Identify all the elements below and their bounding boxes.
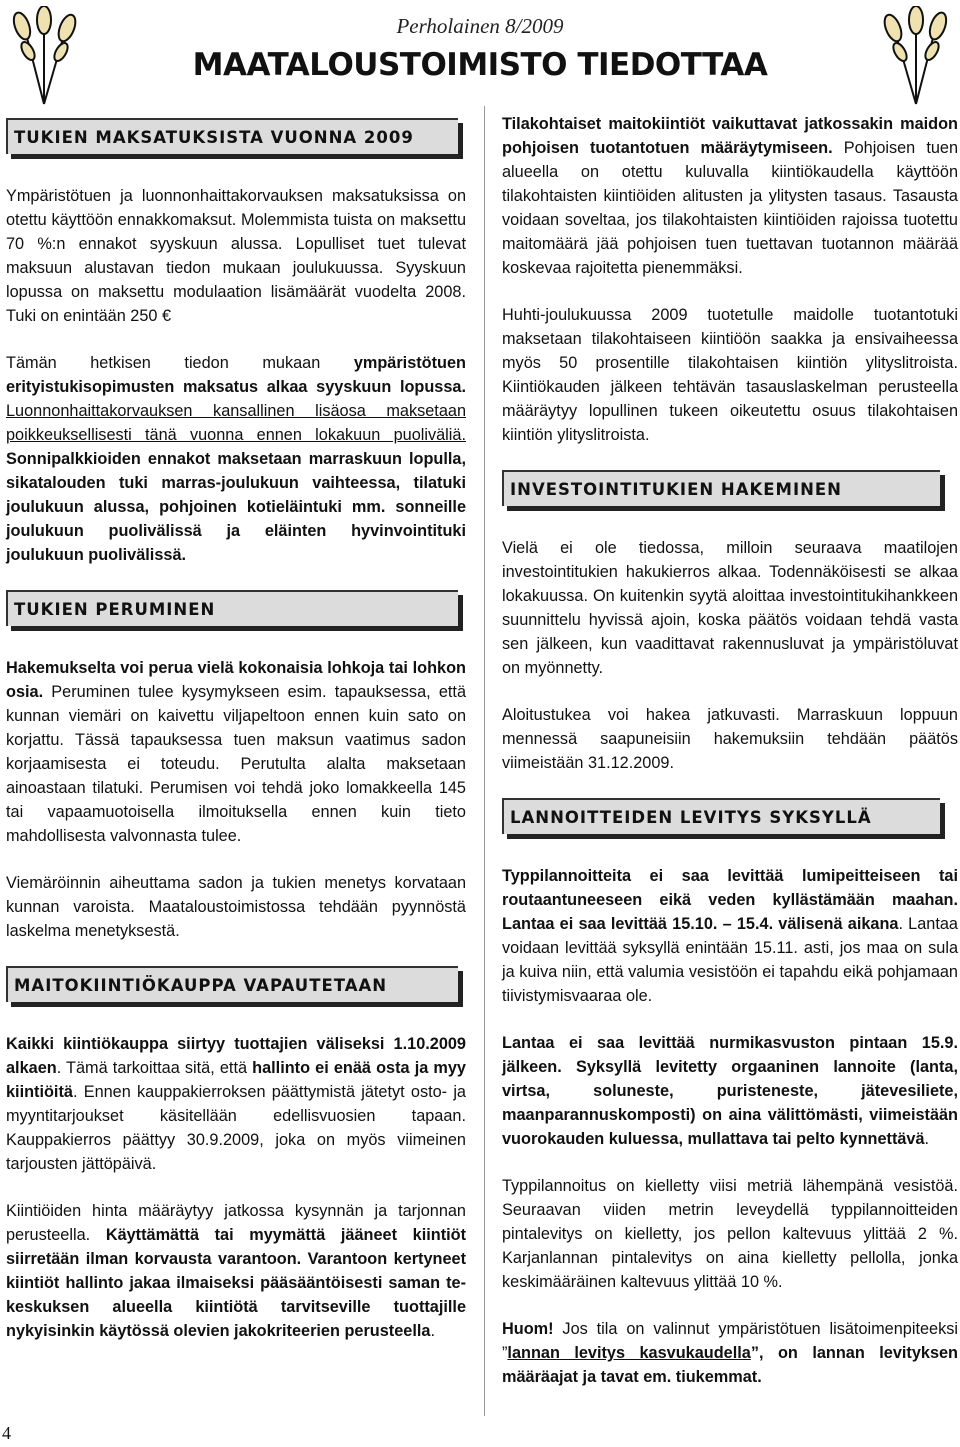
paragraph bbox=[502, 864, 958, 1008]
text: Pohjoisen tuen alueella on otettu kuluvalla kiintiökaudella käyttöön tilakohtaisten kiintiöiden alitusten ja ylitysten tasaus. Tasausta voidaan soveltaa, jos tilakohtaisten kiintiöiden rajoissa tuotettu maitomäärä jää pohjoisen tuen tuettavan tuotannon määrää koskevaa rajoitetta pienemmäksi. bbox=[502, 139, 959, 277]
text: Jos tila on valinnut ympäristötuen lisätoimenpiteeksi ” bbox=[502, 1320, 958, 1362]
text: . Lantaa voidaan levittää syksyllä enintään 15.11. asti, jos maa on sula ja kuiva niin, että valumia vesistöön ei tapahdu eikä pohjamaan tiivistymisvaaraa ole. bbox=[502, 915, 958, 1005]
text: . Ennen kauppakierroksen päättymistä jätetyt osto- ja myyntitarjoukset käsitellään edellisvuosien tapaan. Kauppakierros päättyy 30.9.2009, joka on myös viimeinen tarjousten jättöpäivä. bbox=[6, 1083, 466, 1173]
bold-underlined-text bbox=[507, 1344, 750, 1362]
bold-text: Hakemukselta voi perua vielä kokonaisia lohkoja tai lohkon osia. bbox=[6, 659, 466, 701]
page-title: MAATALOUSTOIMISTO TIEDOTTAA bbox=[192, 47, 768, 83]
section-heading-investointituet: INVESTOINTITUKIEN HAKEMINEN bbox=[502, 470, 940, 506]
underlined-text: lannan levitys kasvukaudella bbox=[507, 1344, 751, 1362]
paragraph bbox=[502, 1317, 958, 1389]
bold-text: ”, on lannan levityksen määräajat ja tavat em. tiukemmat. bbox=[502, 1344, 959, 1386]
text: . bbox=[430, 1322, 435, 1340]
text: . bbox=[924, 1130, 930, 1148]
bold-text: Käyttämättä tai myymättä jääneet kiintiöt siirretään ilman korvausta varantoon. Varantoon kertyneet kiintiöt hallinto jakaa ilmaiseksi pääsääntöisesti saman te-keskuksen alueella kiintiötä tarvitseville tuottajille nykyisinkin käytössä olevien jakokriteerien perusteella bbox=[6, 1226, 467, 1340]
paragraph bbox=[502, 1031, 958, 1151]
text: Peruminen tulee kysymykseen esim. tapauksessa, että kunnan viemäri on kaivettu viljapeltoon ennen kuin sato on korjattu. Tässä tapauksessa tuen maksun vaatimus sadon korjaamisesta ei toteudu. Perutulta alalta maksetaan ainoastaan tilatuki. Perumisen voi tehdä joko lomakkeella 145 tai vapaamuotoisella ilmoituksella ennen kuin tieto mahdollisesta valvonnasta tulee. bbox=[6, 683, 466, 845]
text: Viemäröinnin aiheuttama sadon ja tukien menetys korvataan kunnan varoista. Maataloustoimistossa tehdään pyynnöstä laskelma menetyksestä. bbox=[6, 874, 466, 940]
paragraph bbox=[502, 112, 958, 280]
text: Tämän hetkisen tiedon mukaan bbox=[6, 354, 354, 372]
page-number: 4 bbox=[2, 1423, 11, 1443]
section-heading-tukien-peruminen: TUKIEN PERUMINEN bbox=[6, 590, 458, 626]
underlined-text: Luonnonhaittakorvauksen kansallinen lisäosa maksetaan poikkeuksellisesti tänä vuonna ennen lokakuun puoliväliä. bbox=[6, 402, 466, 444]
bold-text: Kaikki kiintiökauppa siirtyy tuottajien väliseksi 1.10.2009 alkaen bbox=[6, 1035, 466, 1077]
bold-text: Tilakohtaiset maitokiintiöt vaikuttavat jatkossakin maidon pohjoisen tuotantotuen määräytymiseen. bbox=[502, 115, 958, 157]
section-heading-maitokiintiokauppa: MAITOKIINTIÖKAUPPA VAPAUTETAAN bbox=[6, 966, 458, 1002]
left-column bbox=[6, 112, 466, 1366]
column-divider bbox=[484, 106, 485, 1416]
section-heading-tukien-maksatukset: TUKIEN MAKSATUKSISTA VUONNA 2009 bbox=[6, 118, 458, 154]
bold-text: Huom! bbox=[502, 1320, 554, 1338]
bold-text: hallinto ei enää osta ja myy kiintiöitä bbox=[6, 1059, 466, 1101]
right-column bbox=[502, 112, 958, 1412]
text: . Tämä tarkoittaa sitä, että bbox=[56, 1059, 253, 1077]
text: Vielä ei ole tiedossa, milloin seuraava maatilojen investointitukien hakukierros alkaa. Todennäköisesti se alkaa lokakuussa. On kuitenkin syytä aloittaa investointitukihankkeen suunnittelu hyvissä ajoin, koska päätös voidaan tehdä vasta sen jälkeen, kun vaadittavat rakennusluvat ja ympäristöluvat on myönnetty. bbox=[502, 539, 958, 677]
paragraph bbox=[502, 703, 958, 775]
paragraph bbox=[502, 1174, 958, 1294]
bold-text: ympäristötuen erityistukisopimusten maksatus alkaa syyskuun lopussa. bbox=[6, 354, 466, 396]
bold-text: Sonnipalkkioiden ennakot maksetaan marraskuun lopulla, sikatalouden tuki marras-joulukuun vaihteessa, tilatuki joulukuun alussa, pohjoinen kotieläintuki mm. sonneille joulukuun puolivälissä ja eläinten hyvinvointituki joulukuun puolivälissä. bbox=[6, 450, 466, 564]
section-heading-lannoitteiden-levitys: LANNOITTEIDEN LEVITYS SYKSYLLÄ bbox=[502, 798, 940, 834]
paragraph bbox=[6, 656, 466, 848]
text: Huhti-joulukuussa 2009 tuotetulle maidolle tuotantotuki maksetaan tilakohtaiseen kiintiöön saakka ja ensivaiheessa myös 50 prosentille tilakohtaisen kiintiön ylityslitroista. Kiintiökauden jälkeen tehtävän tasauslaskelman perusteella määräytyy lopullinen tukeen oikeutettu osuus tilakohtaisen kiintiön ylityslitroista. bbox=[502, 306, 958, 444]
text: Ympäristötuen ja luonnonhaittakorvauksen maksatuksissa on otettu käyttöön ennakkomaksut. Molemmista tuista on maksettu 70 %:n ennakot syyskuun alussa. Lopulliset tuet tulevat maksuun alustavan tiedon mukaan joulukuussa. Syyskuun lopussa on maksettu modulaation lisämäärät vuodelta 2008. Tuki on enintään 250 € bbox=[6, 187, 466, 325]
paragraph bbox=[6, 184, 466, 328]
bold-text: Typpilannoitteita ei saa levittää lumipeitteiseen tai routaantuneeseen eikä veden kyllästämään maahan. Lantaa ei saa levittää 15.10. – 15.4. välisenä aikana bbox=[502, 867, 958, 933]
paragraph bbox=[6, 1032, 466, 1176]
text: Typpilannoitus on kielletty viisi metriä lähempänä vesistöä. Seuraavan viiden metrin leveydellä typpilannoitteiden pintalevitys on kielletty, jos pellon kaltevuus ylittää 2 %. Karjanlannan pintalevitys on aina kielletty pellolla, jonka keskimääräinen kaltevuus ylittää 10 %. bbox=[502, 1177, 958, 1291]
bold-text: Lantaa ei saa levittää nurmikasvuston pintaan 15.9. jälkeen. Syksyllä levitetty orgaaninen lannoite (lanta, virtsa, soluneste, puristeneste, jätevesiliete, maanparannuskomposti) on aina välittömästi, viimeistään vuorokauden kuluessa, mullattava tai pelto kynnettävä bbox=[502, 1034, 958, 1148]
paragraph bbox=[6, 1199, 466, 1343]
issue-label: Perholainen 8/2009 bbox=[396, 14, 564, 38]
text: Aloitustukea voi hakea jatkuvasti. Marraskuun loppuun mennessä saapuneisiin hakemuksiin tehdään päätös viimeistään 31.12.2009. bbox=[502, 706, 958, 772]
paragraph bbox=[6, 871, 466, 943]
text: Kiintiöiden hinta määräytyy jatkossa kysynnän ja tarjonnan perusteella. bbox=[6, 1202, 466, 1244]
paragraph bbox=[502, 536, 958, 680]
paragraph bbox=[502, 303, 958, 447]
paragraph bbox=[6, 351, 466, 567]
